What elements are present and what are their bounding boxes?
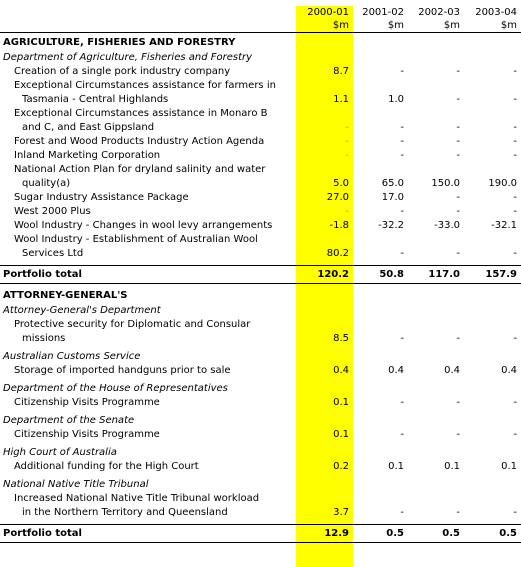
- row-label: Citizenship Visits Programme: [14, 397, 160, 408]
- empty-cell: [408, 35, 464, 51]
- value-cell: -: [456, 507, 460, 518]
- value-cell: -: [513, 136, 517, 147]
- table-row: [0, 492, 521, 506]
- empty-cell: [464, 318, 521, 332]
- row-label: Storage of imported handguns prior to sale: [14, 365, 231, 376]
- department-name: High Court of Australia: [3, 447, 117, 458]
- portfolio-total-row: [0, 266, 521, 284]
- unit-header: $m: [296, 19, 353, 33]
- empty-cell: [464, 478, 521, 492]
- value-cell: 0.1: [444, 461, 460, 472]
- department-name: Department of the Senate: [3, 415, 135, 426]
- empty-cell: [296, 318, 353, 332]
- value-cell: -32.1: [491, 220, 517, 231]
- value-cell: 0.4: [333, 365, 349, 376]
- value-cell: -: [513, 397, 517, 408]
- empty-cell: [353, 79, 408, 93]
- value-cell: -: [400, 206, 404, 217]
- value-cell: -: [345, 136, 349, 147]
- empty-cell: [464, 304, 521, 318]
- total-value: 50.8: [353, 266, 408, 284]
- empty-cell: [353, 382, 408, 396]
- empty-cell: [353, 446, 408, 460]
- value-cell: -: [400, 66, 404, 77]
- empty-cell: [464, 288, 521, 304]
- value-cell: 17.0: [381, 192, 404, 203]
- empty-cell: [464, 382, 521, 396]
- empty-cell: [353, 233, 408, 247]
- value-cell: 8.5: [333, 333, 349, 344]
- row-label: Creation of a single pork industry company: [14, 66, 231, 77]
- row-label: Wool Industry - Changes in wool levy arrangements: [14, 220, 273, 231]
- department-row: [0, 414, 521, 428]
- empty-cell: [296, 107, 353, 121]
- empty-cell: [408, 350, 464, 364]
- total-value: 12.9: [296, 525, 353, 543]
- row-label: missions: [22, 333, 66, 344]
- value-cell: -: [345, 206, 349, 217]
- section-heading-row: [0, 35, 521, 51]
- value-cell: -: [513, 192, 517, 203]
- department-name: Department of the House of Representatives: [3, 383, 228, 394]
- empty-cell: [353, 318, 408, 332]
- table-row: [0, 332, 521, 346]
- value-cell: 0.1: [333, 397, 349, 408]
- value-cell: 0.2: [333, 461, 349, 472]
- table-row: [0, 428, 521, 442]
- value-cell: 0.4: [444, 365, 460, 376]
- value-cell: -: [345, 122, 349, 133]
- empty-cell: [408, 288, 464, 304]
- empty-cell: [408, 107, 464, 121]
- value-cell: 65.0: [381, 178, 404, 189]
- empty-cell: [464, 446, 521, 460]
- portfolio-total-row: [0, 525, 521, 543]
- value-cell: -: [456, 94, 460, 105]
- table-row: [0, 318, 521, 332]
- value-cell: -: [400, 150, 404, 161]
- empty-cell: [464, 414, 521, 428]
- table-row: [0, 205, 521, 219]
- table-row: [0, 121, 521, 135]
- row-label: Exceptional Circumstances assistance for farmers in: [14, 80, 276, 91]
- value-cell: 0.1: [388, 461, 404, 472]
- total-value: 120.2: [296, 266, 353, 284]
- row-label: Protective security for Diplomatic and Consular: [14, 319, 251, 330]
- empty-cell: [296, 233, 353, 247]
- value-cell: 190.0: [488, 178, 517, 189]
- budget-table: [0, 6, 521, 543]
- empty-cell: [296, 304, 353, 318]
- value-cell: -: [456, 150, 460, 161]
- total-value: 0.5: [353, 525, 408, 543]
- empty-cell: [296, 492, 353, 506]
- total-label: Portfolio total: [0, 525, 296, 543]
- value-cell: -: [456, 66, 460, 77]
- table-row: [0, 135, 521, 149]
- row-label: Additional funding for the High Court: [14, 461, 199, 472]
- row-label: West 2000 Plus: [14, 206, 91, 217]
- row-label: Services Ltd: [22, 248, 84, 259]
- table-row: [0, 149, 521, 163]
- table-row: [0, 364, 521, 378]
- section-title: AGRICULTURE, FISHERIES AND FORESTRY: [3, 37, 236, 48]
- value-cell: -: [400, 507, 404, 518]
- row-label: Sugar Industry Assistance Package: [14, 192, 189, 203]
- row-label: in the Northern Territory and Queensland: [22, 507, 228, 518]
- value-cell: 80.2: [326, 248, 349, 259]
- row-label: Increased National Native Title Tribunal workload: [14, 493, 260, 504]
- value-cell: -: [456, 397, 460, 408]
- row-label: Forest and Wood Products Industry Action Agenda: [14, 136, 265, 147]
- empty-cell: [408, 414, 464, 428]
- total-value: 157.9: [464, 266, 521, 284]
- row-label: Tasmania - Central Highlands: [22, 94, 169, 105]
- value-cell: -: [456, 122, 460, 133]
- value-cell: -: [513, 66, 517, 77]
- row-label: and C, and East Gippsland: [22, 122, 155, 133]
- empty-cell: [408, 492, 464, 506]
- value-cell: -: [456, 333, 460, 344]
- empty-cell: [408, 318, 464, 332]
- value-cell: -: [400, 248, 404, 259]
- value-cell: 0.1: [333, 429, 349, 440]
- value-cell: -: [513, 94, 517, 105]
- empty-cell: [464, 492, 521, 506]
- value-cell: -: [513, 206, 517, 217]
- value-cell: -: [456, 429, 460, 440]
- department-row: [0, 446, 521, 460]
- row-label: Citizenship Visits Programme: [14, 429, 160, 440]
- total-value: 0.5: [408, 525, 464, 543]
- empty-cell: [353, 304, 408, 318]
- empty-cell: [296, 35, 353, 51]
- empty-cell: [408, 163, 464, 177]
- value-cell: -: [400, 429, 404, 440]
- empty-cell: [464, 51, 521, 65]
- table-row: [0, 506, 521, 520]
- value-cell: -32.2: [378, 220, 404, 231]
- empty-cell: [353, 414, 408, 428]
- value-cell: -: [456, 248, 460, 259]
- value-cell: 0.4: [388, 365, 404, 376]
- table-row: [0, 233, 521, 247]
- department-name: Australian Customs Service: [3, 351, 141, 362]
- value-cell: 0.4: [501, 365, 517, 376]
- section-title: ATTORNEY-GENERAL'S: [3, 290, 128, 301]
- value-cell: -: [513, 429, 517, 440]
- empty-cell: [464, 233, 521, 247]
- empty-cell: [408, 382, 464, 396]
- value-cell: -: [345, 150, 349, 161]
- empty-cell: [296, 350, 353, 364]
- empty-cell: [296, 478, 353, 492]
- department-row: [0, 51, 521, 65]
- unit-header: $m: [408, 19, 464, 33]
- value-cell: 150.0: [431, 178, 460, 189]
- value-cell: -: [456, 192, 460, 203]
- value-cell: 0.1: [501, 461, 517, 472]
- value-cell: 1.0: [388, 94, 404, 105]
- row-label: quality(a): [22, 178, 71, 189]
- unit-header: $m: [464, 19, 521, 33]
- empty-cell: [353, 107, 408, 121]
- empty-cell: [353, 492, 408, 506]
- table-row: [0, 460, 521, 474]
- year-header: 2002-03: [418, 7, 460, 18]
- department-row: [0, 478, 521, 492]
- table-body: [0, 6, 521, 543]
- empty-cell: [296, 163, 353, 177]
- row-label: National Action Plan for dryland salinity and water: [14, 164, 266, 175]
- empty-cell: [353, 478, 408, 492]
- value-cell: -: [513, 150, 517, 161]
- year-header: 2003-04: [475, 7, 517, 18]
- empty-cell: [296, 79, 353, 93]
- value-cell: 27.0: [326, 192, 349, 203]
- value-cell: -: [513, 248, 517, 259]
- value-cell: -: [513, 333, 517, 344]
- empty-cell: [464, 107, 521, 121]
- table-row: [0, 219, 521, 233]
- empty-cell: [296, 288, 353, 304]
- table-row: [0, 396, 521, 410]
- empty-cell: [408, 304, 464, 318]
- section-heading-row: [0, 288, 521, 304]
- value-cell: -: [400, 397, 404, 408]
- unit-header: $m: [353, 19, 408, 33]
- total-value: 0.5: [464, 525, 521, 543]
- empty-cell: [464, 163, 521, 177]
- year-header: 2001-02: [362, 7, 404, 18]
- empty-cell: [408, 478, 464, 492]
- empty-cell: [464, 350, 521, 364]
- empty-cell: [296, 446, 353, 460]
- table-row: [0, 177, 521, 191]
- empty-cell: [296, 414, 353, 428]
- empty-cell: [464, 35, 521, 51]
- year-header: 2000-01: [307, 7, 349, 18]
- value-cell: -: [400, 333, 404, 344]
- value-cell: 5.0: [333, 178, 349, 189]
- empty-cell: [296, 51, 353, 65]
- empty-cell: [353, 35, 408, 51]
- empty-cell: [408, 233, 464, 247]
- empty-cell: [353, 350, 408, 364]
- department-name: National Native Title Tribunal: [3, 479, 149, 490]
- value-cell: -33.0: [434, 220, 460, 231]
- department-row: [0, 350, 521, 364]
- table-row: [0, 79, 521, 93]
- total-label: Portfolio total: [0, 266, 296, 284]
- empty-cell: [353, 288, 408, 304]
- value-cell: -: [513, 122, 517, 133]
- empty-cell: [464, 79, 521, 93]
- empty-cell: [353, 51, 408, 65]
- value-cell: -: [400, 122, 404, 133]
- value-cell: 8.7: [333, 66, 349, 77]
- table-row: [0, 163, 521, 177]
- header-row-units: [0, 19, 521, 33]
- empty-cell: [408, 446, 464, 460]
- empty-cell: [408, 51, 464, 65]
- header-row-years: [0, 6, 521, 19]
- department-row: [0, 304, 521, 318]
- row-label: Inland Marketing Corporation: [14, 150, 161, 161]
- value-cell: -: [456, 206, 460, 217]
- value-cell: 1.1: [333, 94, 349, 105]
- value-cell: -1.8: [329, 220, 349, 231]
- row-label: Exceptional Circumstances assistance in Monaro B: [14, 108, 268, 119]
- department-row: [0, 382, 521, 396]
- table-row: [0, 93, 521, 107]
- value-cell: -: [513, 507, 517, 518]
- empty-cell: [353, 163, 408, 177]
- department-name: Attorney-General's Department: [3, 305, 161, 316]
- value-cell: -: [456, 136, 460, 147]
- table-row: [0, 65, 521, 79]
- total-value: 117.0: [408, 266, 464, 284]
- table-row: [0, 247, 521, 261]
- row-label: Wool Industry - Establishment of Australian Wool: [14, 234, 258, 245]
- value-cell: 3.7: [333, 507, 349, 518]
- empty-cell: [296, 382, 353, 396]
- value-cell: -: [400, 136, 404, 147]
- table-row: [0, 191, 521, 205]
- empty-cell: [408, 79, 464, 93]
- table-row: [0, 107, 521, 121]
- department-name: Department of Agriculture, Fisheries and Forestry: [3, 52, 253, 63]
